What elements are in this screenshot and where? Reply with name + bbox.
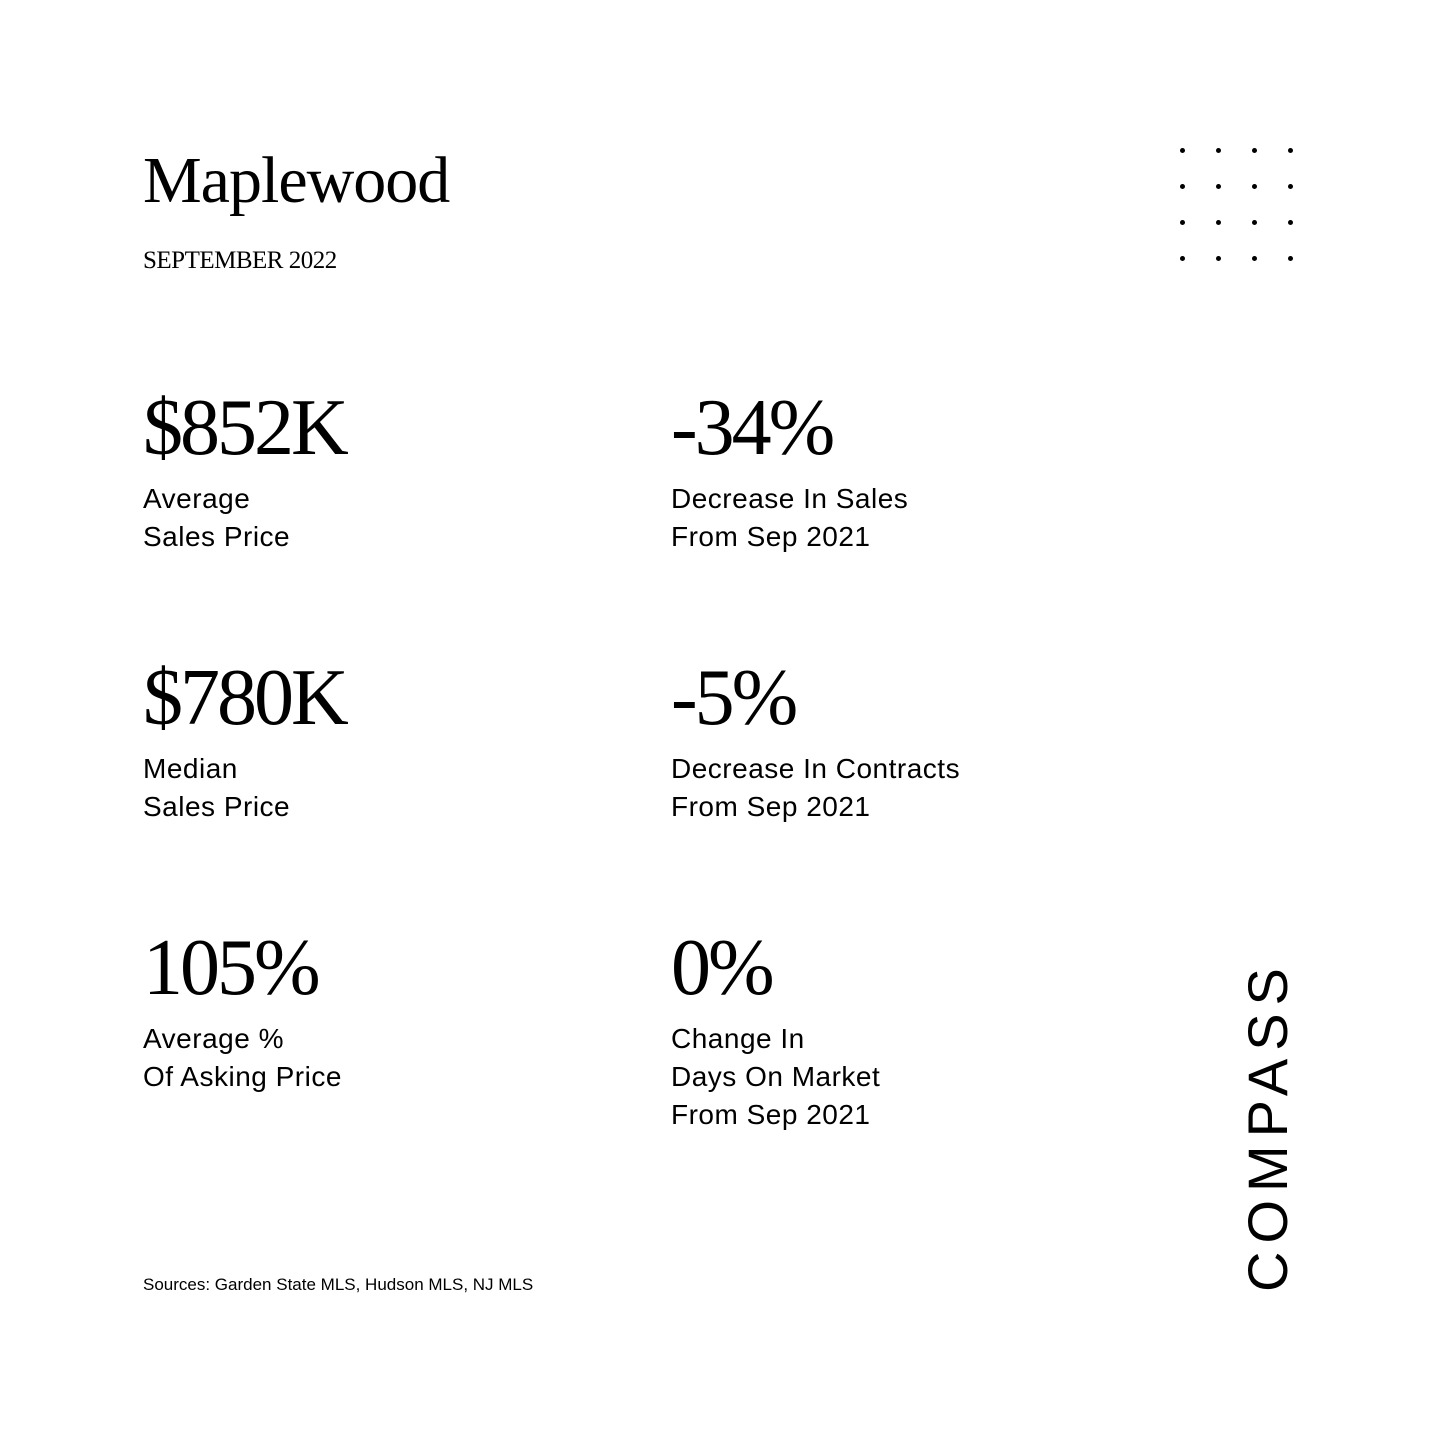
dot <box>1216 184 1221 189</box>
stat-label-line: From Sep 2021 <box>671 521 871 552</box>
stat-label-line: From Sep 2021 <box>671 791 871 822</box>
stat-value: -34% <box>671 384 833 472</box>
dot <box>1252 184 1257 189</box>
stat-label <box>671 1020 880 1134</box>
page-title: Maplewood <box>143 144 450 217</box>
stat-median-sales-price <box>143 654 346 826</box>
stat-label-line: Sales Price <box>143 521 291 552</box>
dot <box>1216 256 1221 261</box>
stat-label-line: Change In <box>671 1023 805 1054</box>
dot <box>1180 148 1185 153</box>
stat-days-on-market-change <box>671 924 881 1134</box>
stat-label-line: Average <box>143 483 251 514</box>
dot <box>1180 184 1185 189</box>
stat-label-line: Of Asking Price <box>143 1061 342 1092</box>
dot <box>1216 148 1221 153</box>
stat-value: 0% <box>671 924 772 1012</box>
stat-label <box>671 750 960 826</box>
stat-label-line: Days On Market <box>671 1061 881 1092</box>
stat-label-line: Median <box>143 753 238 784</box>
stat-label-line: Decrease In Sales <box>671 483 909 514</box>
dot <box>1288 148 1293 153</box>
dot <box>1180 256 1185 261</box>
page-subtitle: SEPTEMBER 2022 <box>143 247 337 274</box>
dot <box>1252 220 1257 225</box>
stat-label <box>143 1020 342 1096</box>
stat-value: $780K <box>143 654 346 742</box>
dot <box>1180 220 1185 225</box>
stat-contracts-change <box>671 654 961 826</box>
compass-logo: COMPASS <box>1236 960 1299 1292</box>
stat-label <box>671 480 908 556</box>
stat-label-line: Sales Price <box>143 791 291 822</box>
stat-label <box>143 480 346 556</box>
stat-label-line: Average % <box>143 1023 284 1054</box>
stat-label-line: From Sep 2021 <box>671 1099 871 1130</box>
sources-note: Sources: Garden State MLS, Hudson MLS, NJ MLS <box>143 1275 534 1294</box>
stat-label <box>143 750 346 826</box>
stat-value: -5% <box>671 654 796 742</box>
dot <box>1288 256 1293 261</box>
dot <box>1252 256 1257 261</box>
dot <box>1288 220 1293 225</box>
stat-value: 105% <box>143 924 318 1012</box>
stat-average-asking-percent <box>143 924 342 1096</box>
stat-sales-change <box>671 384 909 556</box>
stat-label-line: Decrease In Contracts <box>671 753 961 784</box>
dot <box>1288 184 1293 189</box>
stat-average-sales-price <box>143 384 346 556</box>
stat-value: $852K <box>143 384 346 472</box>
dot <box>1216 220 1221 225</box>
dot <box>1252 148 1257 153</box>
dot-grid-icon <box>1175 142 1319 286</box>
